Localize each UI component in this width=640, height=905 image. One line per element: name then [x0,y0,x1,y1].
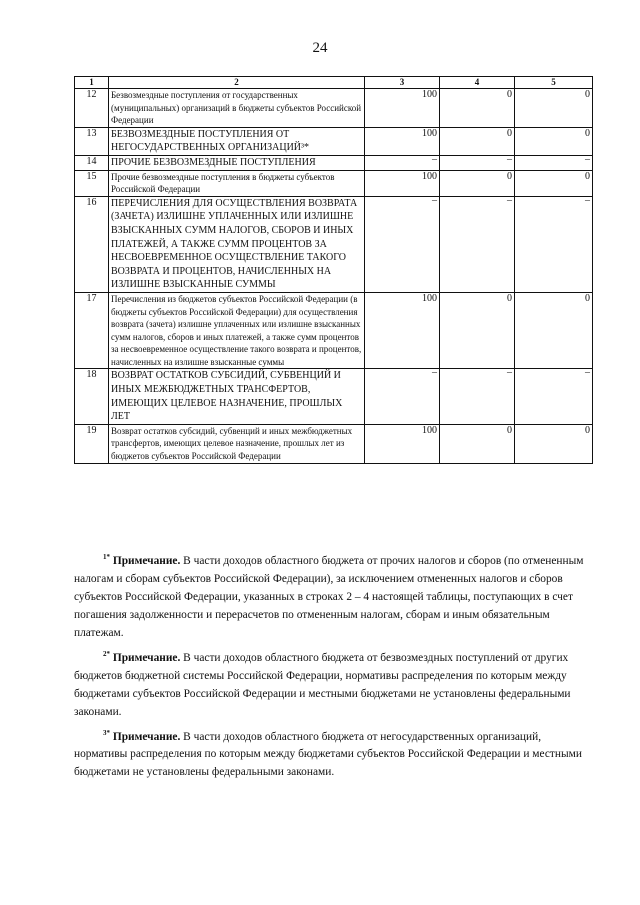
footnote-marker: 3* [103,728,110,737]
column-header: 3 [365,77,440,89]
revenue-table [74,76,593,464]
note-text: В части доходов областного бюджета от негосударственных организаций, нормативы распределения по которым между бюджетами субъектов Российской Федерации и местными бюджетами не установлены федеральными законами. [74,730,582,779]
note-text: В части доходов областного бюджета от прочих налогов и сборов (по отмененным налогам и сборам субъектов Российской Федерации), за исключением отмененных налогов и сборов субъектов Российской Федерации, указанных в строках 2 – 4 настоящей таблицы, поступающих в счет погашения задолженности и перерасчетов по отмененным налогам, сборам и иным обязательным платежам. [74,554,584,639]
row-value-col5: 0 [515,89,593,128]
footnote-3 [74,724,594,782]
row-value-col4: 0 [440,89,515,128]
row-value-col5: 0 [515,292,593,369]
note-label: Примечание. [112,554,181,567]
table-row [75,292,593,369]
row-value-col5: – [515,155,593,170]
row-value-col4: 0 [440,424,515,463]
table-row [75,196,593,292]
note-text: В части доходов областного бюджета от безвозмездных поступлений от других бюджетов бюджетной системы Российской Федерации, нормативы распределения по которым между бюджетами субъектов Российской Федерации и местными бюджетами не установлены федеральными законами. [74,651,571,718]
table-row [75,155,593,170]
column-header: 5 [515,77,593,89]
row-value-col4: – [440,196,515,292]
row-value-col3: 100 [365,424,440,463]
row-value-col4: 0 [440,292,515,369]
table-row [75,89,593,128]
column-header: 4 [440,77,515,89]
footnotes [74,548,594,784]
row-value-col3: 100 [365,170,440,196]
row-number: 15 [75,170,109,196]
footnote-marker: 2* [103,649,110,658]
row-value-col4: 0 [440,170,515,196]
row-name: Перечисления из бюджетов субъектов Российской Федерации (в бюджеты субъектов Российской Федерации) для осуществления возврата (зачета) излишне уплаченных или излишне взысканных сумм налогов, сборов и иных платежей, а также сумм процентов за несвоевременное осуществление такого возврата и процентов, начисленных на излишне взысканные суммы [109,292,365,369]
row-number: 16 [75,196,109,292]
footnote-2 [74,645,594,721]
row-value-col5: – [515,369,593,424]
row-value-col5: 0 [515,424,593,463]
table-row [75,170,593,196]
page-number: 24 [312,40,328,56]
row-number: 12 [75,89,109,128]
row-value-col3: 100 [365,89,440,128]
row-name: Безвозмездные поступления от государственных (муниципальных) организаций в бюджеты субъектов Российской Федерации [109,89,365,128]
row-value-col3: 100 [365,127,440,155]
row-number: 17 [75,292,109,369]
row-value-col5: 0 [515,170,593,196]
note-label: Примечание. [112,730,181,743]
row-value-col3: – [365,196,440,292]
row-value-col4: 0 [440,127,515,155]
row-value-col3: – [365,155,440,170]
table-row [75,369,593,424]
footnote-1 [74,548,594,642]
note-label: Примечание. [112,651,181,664]
row-name: БЕЗВОЗМЕЗДНЫЕ ПОСТУПЛЕНИЯ ОТ НЕГОСУДАРСТВЕННЫХ ОРГАНИЗАЦИЙ³* [109,127,365,155]
column-header: 1 [75,77,109,89]
column-header: 2 [109,77,365,89]
row-name: Возврат остатков субсидий, субвенций и иных межбюджетных трансфертов, имеющих целевое назначение, прошлых лет из бюджетов субъектов Российской Федерации [109,424,365,463]
row-name: ПРОЧИЕ БЕЗВОЗМЕЗДНЫЕ ПОСТУПЛЕНИЯ [109,155,365,170]
row-name: ПЕРЕЧИСЛЕНИЯ ДЛЯ ОСУЩЕСТВЛЕНИЯ ВОЗВРАТА (ЗАЧЕТА) ИЗЛИШНЕ УПЛАЧЕННЫХ ИЛИ ИЗЛИШНЕ ВЗЫСКАННЫХ СУММ НАЛОГОВ, СБОРОВ И ИНЫХ ПЛАТЕЖЕЙ, А ТАКЖЕ СУММ ПРОЦЕНТОВ ЗА НЕСВОЕВРЕМЕННОЕ ОСУЩЕСТВЛЕНИЕ ТАКОГО ВОЗВРАТА И ПРОЦЕНТОВ, НАЧИСЛЕННЫХ НА ИЗЛИШНЕ ВЗЫСКАННЫЕ СУММЫ [109,196,365,292]
row-number: 18 [75,369,109,424]
row-number: 13 [75,127,109,155]
table-row [75,127,593,155]
row-value-col4: – [440,155,515,170]
row-value-col3: 100 [365,292,440,369]
row-value-col3: – [365,369,440,424]
row-value-col5: 0 [515,127,593,155]
footnote-marker: 1* [103,553,110,561]
table-row [75,424,593,463]
table-header-row [75,77,593,89]
row-name: ВОЗВРАТ ОСТАТКОВ СУБСИДИЙ, СУБВЕНЦИЙ И ИНЫХ МЕЖБЮДЖЕТНЫХ ТРАНСФЕРТОВ, ИМЕЮЩИХ ЦЕЛЕВОЕ НАЗНАЧЕНИЕ, ПРОШЛЫХ ЛЕТ [109,369,365,424]
row-number: 14 [75,155,109,170]
row-name: Прочие безвозмездные поступления в бюджеты субъектов Российской Федерации [109,170,365,196]
row-value-col5: – [515,196,593,292]
row-value-col4: – [440,369,515,424]
row-number: 19 [75,424,109,463]
